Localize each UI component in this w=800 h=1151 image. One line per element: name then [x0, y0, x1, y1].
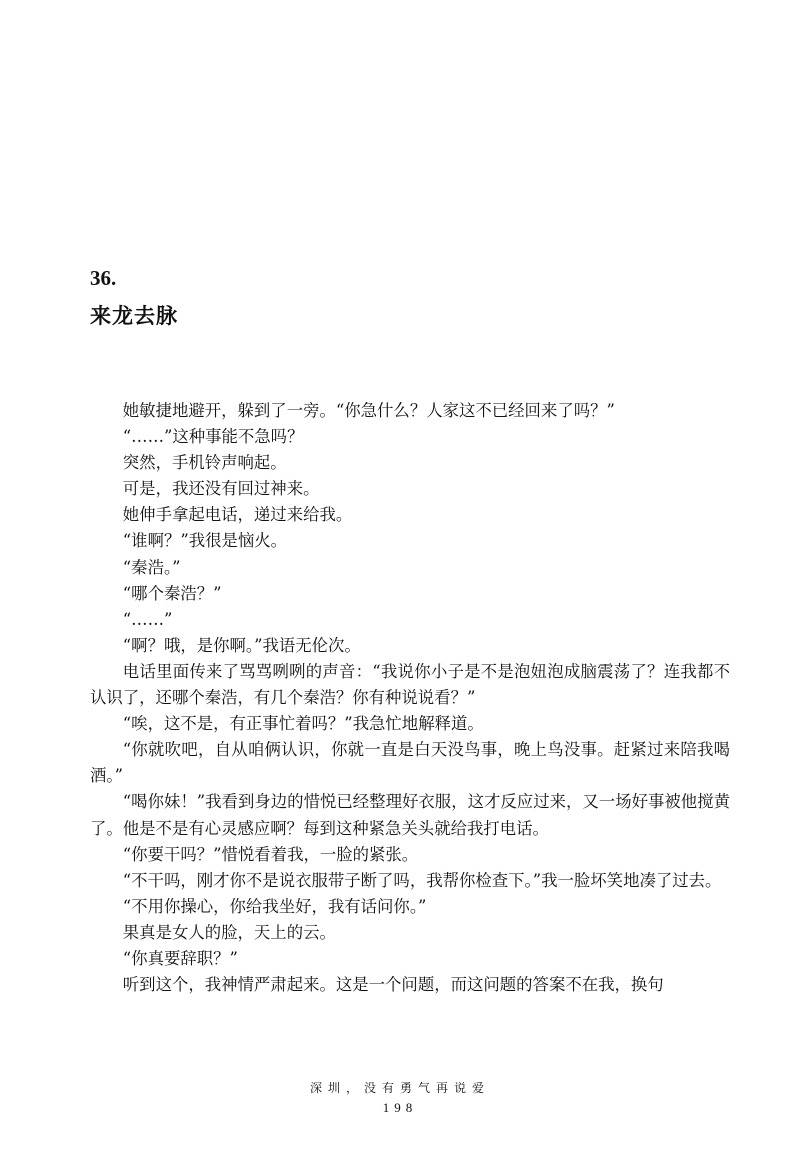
paragraph: 突然，手机铃声响起。 — [122, 453, 287, 473]
paragraph: “不用你操心，你给我坐好，我有话问你。” — [122, 896, 427, 916]
paragraph: 可是，我还没有回过神来。 — [122, 479, 320, 499]
paragraph: “你真要辞职？” — [122, 948, 238, 968]
paragraph: “喝你妹！”我看到身边的惜悦已经整理好衣服，这才反应过来，又一场好事被他搅黄了。他是不是有心灵感应啊？每到这种紧急关头就给我打电话。 — [90, 792, 730, 838]
paragraph: “哪个秦浩？” — [122, 583, 222, 603]
paragraph: 听到这个，我神情严肃起来。这是一个问题，而这问题的答案不在我，换句 — [122, 975, 664, 995]
footer-book-title: 深圳，没有勇气再说爱 — [309, 1081, 490, 1095]
paragraph: “谁啊？”我很是恼火。 — [122, 531, 288, 551]
chapter-number: 36. — [90, 266, 117, 290]
paragraph: “啊？哦，是你啊。”我语无伦次。 — [122, 635, 361, 655]
paragraph: “……” — [122, 609, 173, 629]
paragraph: 果真是女人的脸，天上的云。 — [122, 922, 336, 942]
paragraph: 她敏捷地避开，躲到了一旁。“你急什么？人家这不已经回来了吗？” — [122, 401, 615, 420]
body-text — [90, 398, 730, 998]
paragraph: 电话里面传来了骂骂咧咧的声音：“我说你小子是不是泡妞泡成脑震荡了？连我都不认识了，还哪个秦浩，有几个秦浩？你有种说说看？” — [90, 661, 730, 708]
paragraph: “不干吗，刚才你不是说衣服带子断了吗，我帮你检查下。”我一脸坏笑地凑了过去。 — [122, 870, 722, 890]
paragraph: “秦浩。” — [122, 557, 181, 577]
paragraph: “唉，这不是，有正事忙着吗？”我急忙地解释道。 — [122, 714, 484, 734]
paragraph: 她伸手拿起电话，递过来给我。 — [122, 505, 353, 525]
chapter-title: 来龙去脉 — [90, 304, 178, 328]
paragraph: “……”这种事能不急吗？ — [122, 427, 304, 447]
page-number: 198 — [382, 1100, 418, 1115]
paragraph: “你就吹吧，自从咱俩认识，你就一直是白天没鸟事，晚上鸟没事。赶紧过来陪我喝酒。” — [90, 740, 730, 786]
paragraph: “你要干吗？”惜悦看着我，一脸的紧张。 — [122, 844, 419, 864]
